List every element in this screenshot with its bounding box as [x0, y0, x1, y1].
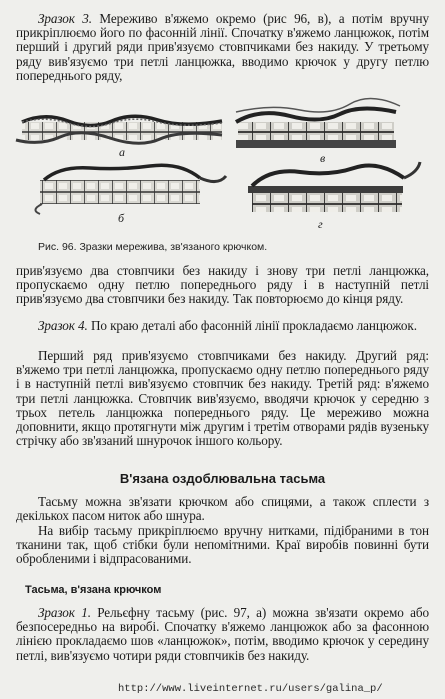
lace-sample-a: [16, 116, 222, 143]
lace-figure: [0, 92, 445, 250]
sample-label: Зразок 4.: [38, 318, 88, 333]
figure-label-g: г: [318, 217, 323, 231]
sample-label: Зразок 1.: [38, 605, 91, 620]
paragraph-tape-attach: На вибір тасьму прикріплюємо вручну нитками, підібраними в тон тканини так, щоб стібки були непомітними. Краї виробів повинні бути обробленими і відпрасованими.: [16, 523, 429, 567]
figure-caption: Рис. 96. Зразки мережива, зв'язаного крючком.: [38, 241, 268, 253]
lace-sample-g: [248, 162, 420, 212]
paragraph-text: Мереживо в'яжемо окремо (рис 96, в), а потім вручну прикріплюємо його по фасонній лінії. Спочатку в'яжемо ланцюжок, потім перший і другий ряди прив'язуємо стовпчиками без накиду. У третьому ряду вив'язуємо три петлі ланцюжка, вводимо крючок у другу петлю попереднього ряду,: [16, 11, 430, 83]
paragraph-text: Рельєфну тасьму (рис. 97, а) можна зв'язати окремо або безпосередньо на виробі. Спочатку в'яжемо ланцюжок або за фасонною лінією прокладаємо шов «ланцюжок», потім, вводимо крючок у середину петлі, вив'язуємо чотири ряди стовпчиків без накиду.: [16, 605, 429, 663]
section-heading: В'язана оздоблювальна тасьма: [119, 471, 326, 486]
subsection-heading: Тасьма, в'язана крючком: [25, 584, 162, 596]
paragraph-rows: Перший ряд прив'язуємо стовпчиками без накиду. Другий ряд: в'яжемо три петлі ланцюжка, пропускаємо одну петлю попереднього ряду і в наступній петлі вив'язуємо стовпчик без накиду. Третій ряд: в'яжемо три петлі ланцюжка. Стовпчик вив'язуємо, вводячи крючок у середню з трьох петель ланцюжка попереднього ряду. Це мереживо можна доповнити, якщо протягнути між другим і третім отворами рядів вузеньку стрічку або зв'язаний шнурочок іншого кольору.: [16, 348, 429, 449]
sample-label: Зразок 3.: [38, 11, 92, 26]
lace-sample-v: [236, 98, 400, 148]
figure-label-b: б: [118, 211, 125, 225]
paragraph-sample-4: [16, 319, 429, 333]
paragraph-continuation: прив'язуємо два стовпчики без накиду і знову три петлі ланцюжка, пропускаємо одну петлю попереднього ряду і в наступній петлі прив'язуємо два стовпчики без накиду. Так повторюємо до кінця ряду.: [16, 263, 429, 307]
figure-label-v: в: [320, 151, 326, 165]
paragraph-text: По краю деталі або фасонній лінії прокладаємо ланцюжок.: [90, 318, 417, 333]
figure-label-a: а: [119, 145, 125, 159]
lace-sample-b: [35, 165, 226, 214]
paragraph-tape-intro: Тасьму можна зв'язати крючком або спицями, а також сплести з декількох пасом ниток або шнура.: [16, 494, 429, 524]
footer-url[interactable]: http://www.liveinternet.ru/users/galina_p/: [118, 683, 383, 695]
paragraph-sample-1: [16, 606, 429, 663]
paragraph-sample-3: [16, 12, 429, 83]
